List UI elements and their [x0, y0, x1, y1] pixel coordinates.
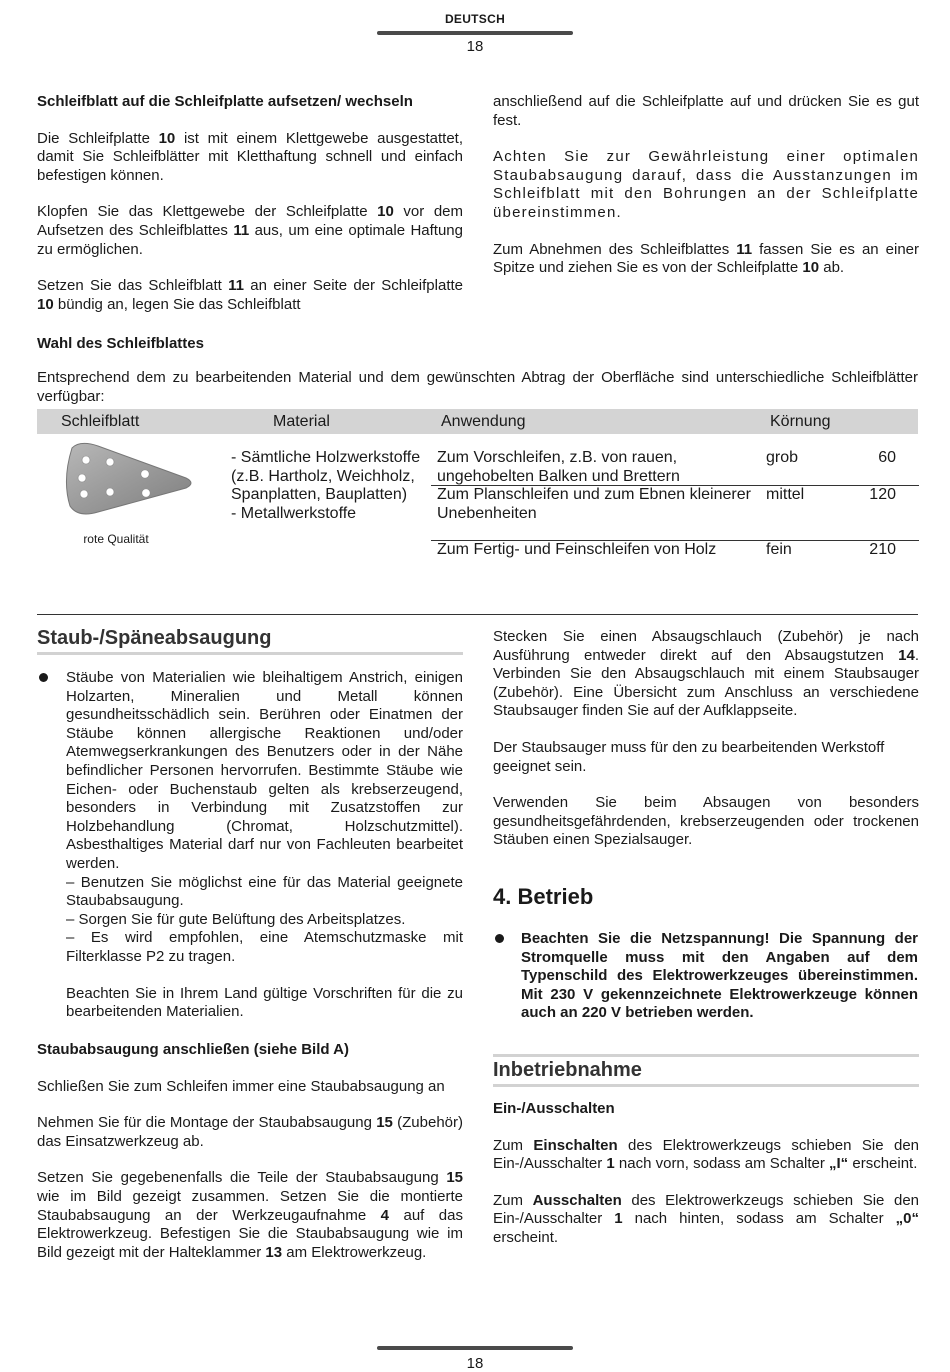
- paragraph-remove-sheet: Zum Abnehmen des Schleifblattes 11 fassen Sie es an einer Spitze und ziehen Sie es von der Schleifplatte 10 ab.: [493, 240, 920, 277]
- paragraph-special-vacuum: Verwenden Sie beim Absaugen von besonders gesundheitsgefährdenden, krebserzeugenden oder trockenen Stäuben einen Spezialsauger.: [493, 794, 919, 849]
- header-language: DEUTSCH: [444, 12, 506, 26]
- operation-heading: 4. Betrieb: [493, 884, 594, 909]
- paragraph-remove-tool: Nehmen Sie für die Montage der Staubabsaugung 15 (Zubehör) das Einsatzwerkzeug ab.: [37, 1114, 464, 1150]
- dust-connect-block: [37, 1041, 463, 1262]
- dust-warning-block: [66, 669, 463, 1022]
- heading-underline: [37, 652, 463, 655]
- bullet-icon: [495, 934, 504, 943]
- header-divider: [377, 31, 573, 35]
- section-divider: [37, 614, 918, 615]
- dust-connect-heading: Staubabsaugung anschließen (siehe Bild A): [37, 1041, 349, 1058]
- bullet-icon: [39, 673, 48, 682]
- grade-cell-1: grob: [766, 449, 799, 466]
- application-cell-1: Zum Vorschleifen, z.B. von rauen, ungehobelten Balken und Brettern: [437, 449, 680, 485]
- heading-underline: [493, 1084, 919, 1087]
- regulations-note: Beachten Sie in Ihrem Land gültige Vorschriften für die zu bearbeitenden Materialien.: [66, 984, 463, 1021]
- paragraph-switch-on: Zum Einschalten des Elektrowerkzeugs schieben Sie den Ein-/Ausschalter 1 nach vorn, sodass am Schalter „I“ erscheint.: [493, 1136, 920, 1173]
- paragraph-always-connect: Schließen Sie zum Schleifen immer eine Staubabsaugung an: [37, 1077, 445, 1095]
- paragraph-press-firmly: anschließend auf die Schleifplatte auf und drücken Sie es gut fest.: [493, 93, 919, 129]
- dust-extraction-heading: Staub-/Späneabsaugung: [37, 627, 272, 649]
- paragraph-velcro: Die Schleifplatte 10 ist mit einem Klettgewebe ausgestattet, damit Sie Schleifblätter mit Kletthaftung schnell und einfach befestigen können.: [37, 129, 463, 184]
- paragraph-vacuum-suitable: Der Staubsauger muss für den zu bearbeitenden Werkstoff geeignet sein.: [493, 738, 885, 775]
- column-header-material: Material: [273, 413, 330, 430]
- switch-block: [493, 1100, 919, 1248]
- grit-cell-3: 210: [869, 541, 896, 558]
- sheet-selection-heading: Wahl des Schleifblattes: [37, 335, 204, 352]
- application-cell-3: Zum Fertig- und Feinschleifen von Holz: [437, 541, 717, 558]
- right-top-column: [493, 93, 919, 278]
- heading-topline: [493, 1054, 919, 1057]
- voltage-warning: Beachten Sie die Netzspannung! Die Spannung der Stromquelle muss mit den Angaben auf dem Typenschild des Elektrowerkzeuges übereinstimmen. Mit 230 V gekennzeichnete Elektrowerkzeuge können auch an 220 V betrieben werden.: [521, 930, 918, 1022]
- footer-divider: [377, 1346, 573, 1350]
- paragraph-hose: Stecken Sie einen Absaugschlauch (Zubehör) je nach Ausführung entweder direkt auf den Absaugstutzen 14. Verbinden Sie den Absaugschlauch mit einem Staubsauger (Zubehör). Eine Übersicht zum Anschluss an verschiedene Staubsauger finden Sie auf der Aufklappseite.: [493, 628, 919, 720]
- header-page-number: 18: [466, 38, 484, 55]
- paragraph-place-sheet: Setzen Sie das Schleifblatt 11 an einer Seite der Schleifplatte 10 bündig an, legen Sie das Schleifblatt: [37, 277, 464, 313]
- footer-page-number: 18: [466, 1355, 484, 1372]
- image-caption: rote Qualität: [83, 532, 149, 546]
- grit-cell-2: 120: [869, 486, 896, 503]
- grade-cell-2: mittel: [766, 486, 805, 503]
- material-cell: - Sämtliche Holzwerkstoffe (z.B. Hartholz, Weichholz, Spanplatten, Bauplatten) - Metallwerkstoffe: [231, 449, 421, 522]
- sanding-sheet-image: [58, 440, 198, 516]
- sanding-sheet-heading: Schleifblatt auf die Schleifplatte aufsetzen/ wechseln: [37, 93, 413, 110]
- paragraph-assemble-extraction: Setzen Sie gegebenenfalls die Teile der Staubabsaugung 15 wie im Bild gezeigt zusammen. Setzen Sie die montierte Staubabsaugung an der Werkzeugaufnahme 4 auf das Elektrowerkzeug. Befestigen Sie die Staubabsaugung wie im Bild gezeigt mit der Halteklammer 13 am Elektrowerkzeug.: [37, 1169, 463, 1261]
- column-header-grit: Körnung: [770, 413, 831, 430]
- column-header-application: Anwendung: [441, 413, 526, 430]
- grade-cell-3: fein: [766, 541, 792, 558]
- application-cell-2: Zum Planschleifen und zum Ebnen kleinerer Unebenheiten: [437, 486, 751, 522]
- paragraph-align-holes: Achten Sie zur Gewährleistung einer optimalen Staubabsaugung darauf, dass die Ausstanzungen im Schleifblatt mit den Bohrungen an der Schleifplatte übereinstimmen.: [493, 148, 919, 221]
- sheet-selection-intro: Entsprechend dem zu bearbeitenden Material und dem gewünschten Abtrag der Oberfläche sind unterschiedliche Schleifblätter verfügbar:: [37, 369, 918, 405]
- paragraph-switch-off: Zum Ausschalten des Elektrowerkzeugs schieben Sie den Ein-/Ausschalter 1 nach hinten, sodass am Schalter „0“ erscheint.: [493, 1191, 920, 1246]
- left-top-column: [37, 93, 463, 314]
- column-header-sheet: Schleifblatt: [61, 413, 140, 430]
- dash-item-ventilation: – Sorgen Sie für gute Belüftung des Arbeitsplatzes.: [66, 910, 406, 928]
- right-mid-column: [493, 628, 919, 850]
- dash-item-mask: – Es wird empfohlen, eine Atemschutzmaske mit Filterklasse P2 zu tragen.: [66, 929, 463, 965]
- startup-heading: Inbetriebnahme: [493, 1059, 642, 1081]
- sheet-table-header: [37, 409, 918, 434]
- dash-item-extraction: – Benutzen Sie möglichst eine für das Material geeignete Staubabsaugung.: [66, 873, 463, 910]
- dust-warning-text: Stäube von Materialien wie bleihaltigem Anstrich, einigen Holzarten, Mineralien und Metall können gesundheitsschädlich sein. Berühren oder Einatmen der Stäube können allergische Reaktionen und/oder Atemwegserkrankungen des Benutzers oder in der Nähe befindlicher Personen hervorrufen. Bestimmte Stäube wie Eichen- oder Buchenstaub gelten als krebserzeugend, besonders in Verbindung mit Zusatzstoffen zur Holzbehandlung (Chromat, Holzschutzmittel). Asbesthaltiges Material darf nur von Fachleuten bearbeitet werden.: [66, 669, 463, 872]
- grit-cell-1: 60: [878, 449, 896, 466]
- paragraph-knock-off: Klopfen Sie das Klettgewebe der Schleifplatte 10 vor dem Aufsetzen des Schleifblattes 11 aus, um eine optimale Haftung zu ermöglichen.: [37, 203, 463, 258]
- switch-heading: Ein-/Ausschalten: [493, 1100, 615, 1117]
